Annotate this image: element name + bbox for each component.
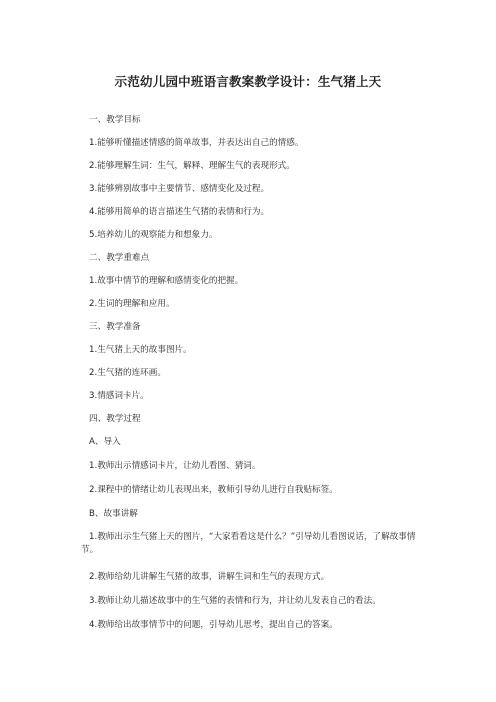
list-item: 3.能够辨别故事中主要情节、感情变化及过程。 <box>89 184 270 194</box>
list-item-text: 1.教师出示生气猪上天的图片，“大家看看这是什么？”引导幼儿看图说话，了解故事情节。 <box>81 532 416 555</box>
list-item: 5.培养幼儿的观察能力和想象力。 <box>89 230 218 240</box>
list-item: 2.能够理解生词：生气，解释、理解生气的表现形式。 <box>89 161 295 171</box>
list-item: 1.生气猪上天的故事图片。 <box>89 345 192 355</box>
list-item: 2.生词的理解和应用。 <box>89 299 175 309</box>
list-item <box>81 531 421 557</box>
list-item: 2.教师给幼儿讲解生气猪的故事，讲解生词和生气的表现方式。 <box>89 572 330 582</box>
section-heading-key-points: 二、教学重难点 <box>89 253 150 263</box>
list-item: 1.教师出示情感词卡片，让幼儿看图、猜词。 <box>89 461 261 471</box>
list-item: 4.能够用简单的语言描述生气猪的表情和行为。 <box>89 207 270 217</box>
list-item: 2.课程中的情绪让幼儿表现出来，教师引导幼儿进行自我贴标签。 <box>89 485 338 495</box>
section-heading-objectives: 一、教学目标 <box>89 115 141 125</box>
list-item: 2.生气猪的连环画。 <box>89 368 166 378</box>
subsection-heading-story: B、故事讲解 <box>89 509 138 519</box>
section-heading-process: 四、教学过程 <box>89 414 141 424</box>
list-item: 3.情感词卡片。 <box>89 391 149 401</box>
list-item: 1.能够听懂描述情感的简单故事，并表达出自己的情感。 <box>89 138 304 148</box>
list-item: 3.教师让幼儿描述故事中的生气猪的表情和行为，并让幼儿发表自己的看法。 <box>89 596 381 606</box>
list-item: 4.教师给出故事情节中的问题，引导幼儿思考，提出自己的答案。 <box>89 620 338 630</box>
list-item: 1.故事中情节的理解和感情变化的把握。 <box>89 276 244 286</box>
section-heading-preparation: 三、教学准备 <box>89 322 141 332</box>
document-title: 示范幼儿园中班语言教案教学设计：生气猪上天 <box>114 74 382 89</box>
subsection-heading-intro: A、导入 <box>89 437 121 447</box>
